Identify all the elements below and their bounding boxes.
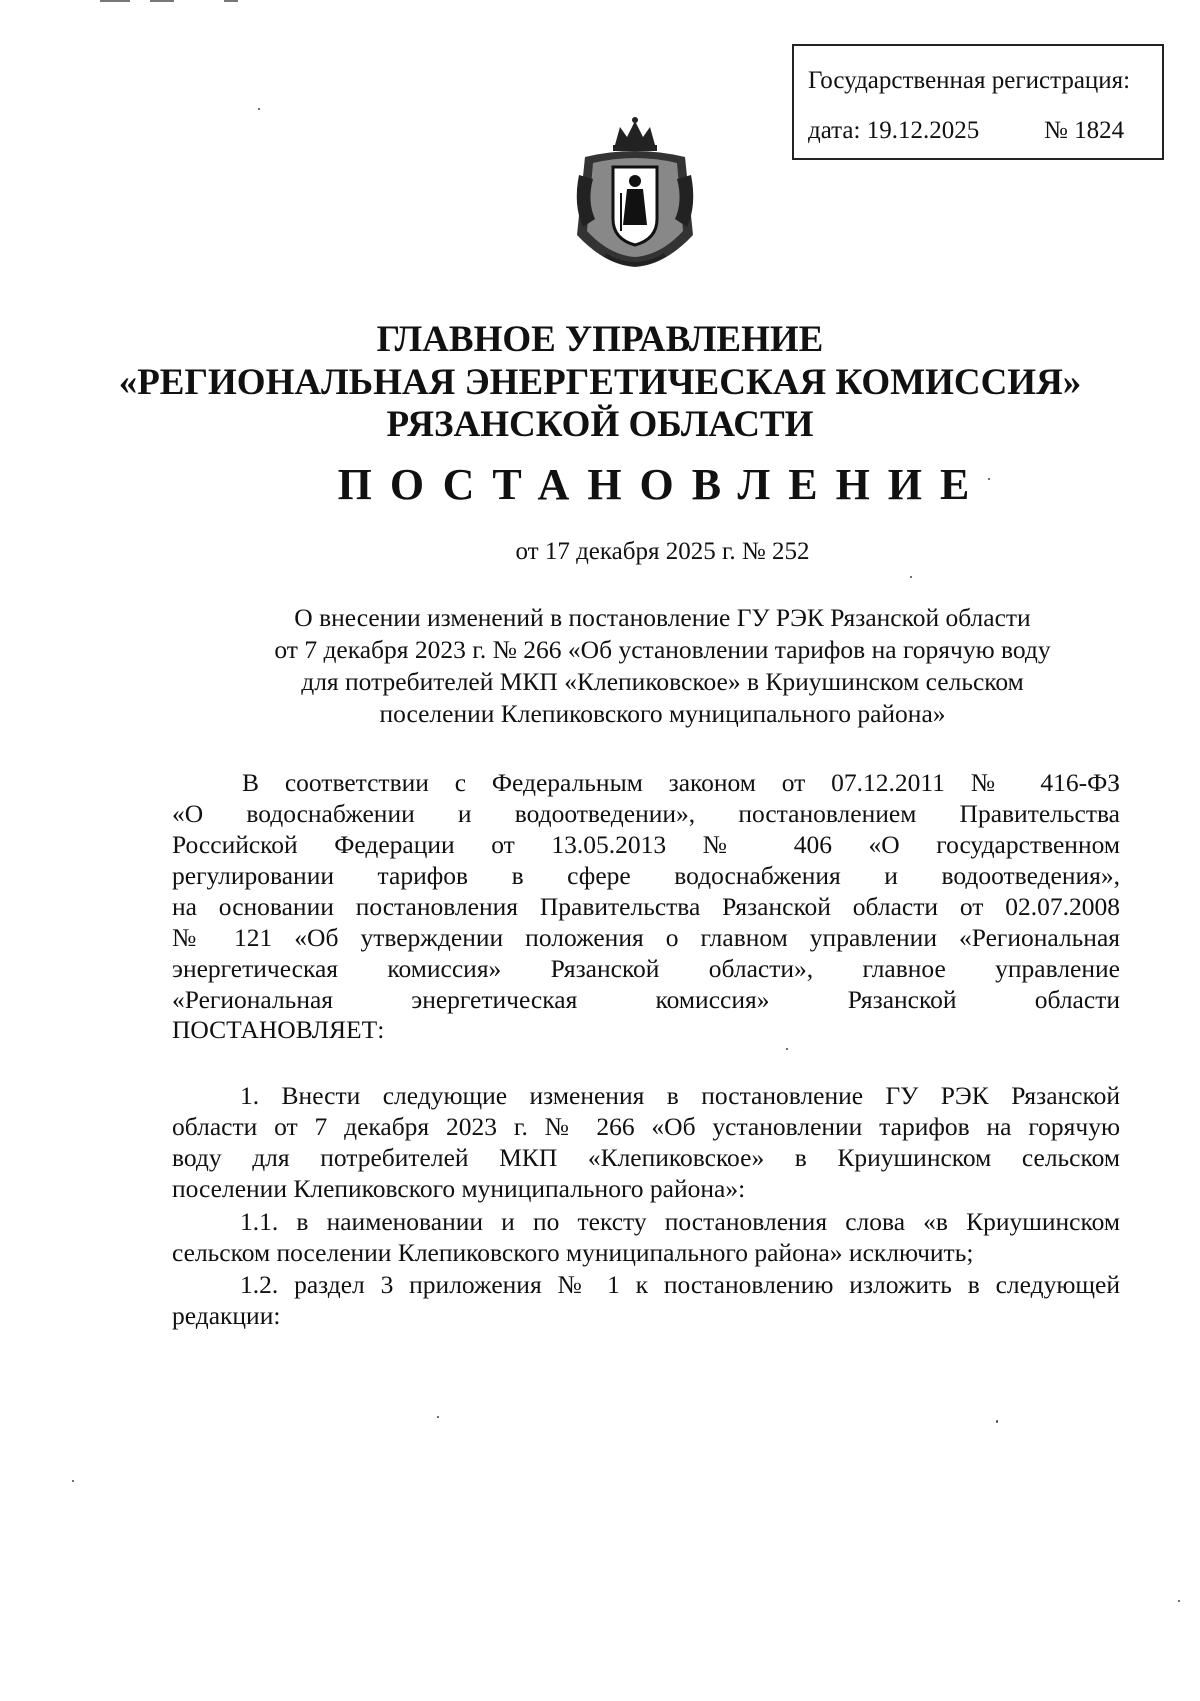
preamble-line: «О водоснабжении и водоотведении», постановлением Правительства [172,799,1120,828]
subject-line: от 7 декабря 2023 г. № 266 «Об установлении тарифов на горячую воду [274,635,1051,664]
scan-speck [988,478,990,480]
scan-speck [437,1416,439,1418]
preamble-line: регулировании тарифов в сфере водоснабжения и водоотведения», [172,861,1120,890]
decree-word: ПОСТАНОВЛЯЕТ: [172,1015,385,1044]
scan-mark [100,0,130,2]
scan-speck [258,108,260,110]
item1-line: поселении Клепиковского муниципального района»: [172,1174,746,1203]
item1-line: 1. Внести следующие изменения в постановление ГУ РЭК Рязанской [240,1081,1120,1110]
agency-heading-line3: РЯЗАНСКОЙ ОБЛАСТИ [386,404,814,445]
item1-2-line: редакции: [172,1301,281,1330]
scan-speck [996,1420,998,1423]
item1-2-line: 1.2. раздел 3 приложения № 1 к постановлению изложить в следующей [240,1270,1120,1299]
registration-date: дата: 19.12.2025 [808,117,980,144]
registration-title: Государственная регистрация: [808,67,1131,94]
agency-heading-line2: «РЕГИОНАЛЬНАЯ ЭНЕРГЕТИЧЕСКАЯ КОМИССИЯ» [118,362,1082,403]
document-type-title: ПОСТАНОВЛЕНИЕ [337,460,988,509]
scan-speck [786,1048,788,1050]
item1-1-line: сельском поселении Клепиковского муниципального района» исключить; [172,1238,974,1267]
preamble-line: «Региональная энергетическая комиссия» Рязанской области [172,985,1120,1014]
preamble-line: на основании постановления Правительства Рязанской области от 02.07.2008 [172,892,1120,921]
agency-heading-line1: ГЛАВНОЕ УПРАВЛЕНИЕ [376,319,824,360]
scan-speck [910,576,912,578]
item1-1-line: 1.1. в наименовании и по тексту постановления слова «в Криушинском [240,1207,1120,1236]
document-date-number: от 17 декабря 2025 г. № 252 [515,538,810,565]
preamble-line: В соответствии с Федеральным законом от 07.12.2011 № 416-ФЗ [242,768,1120,797]
preamble-line: энергетическая комиссия» Рязанской области», главное управление [172,954,1120,983]
registration-number: № 1824 [1044,117,1125,144]
scan-speck [72,1480,74,1482]
preamble-line: Российской Федерации от 13.05.2013 № 406 «О государственном [172,830,1120,859]
subject-line: поселении Клепиковского муниципального района» [379,699,946,728]
scan-speck [1178,1600,1180,1602]
subject-line: для потребителей МКП «Клепиковское» в Криушинском сельском [301,667,1024,696]
item1-line: области от 7 декабря 2023 г. № 266 «Об установлении тарифов на горячую [172,1112,1120,1141]
scan-mark [150,0,174,2]
scan-mark [224,0,238,2]
subject-line: О внесении изменений в постановление ГУ РЭК Рязанской области [294,603,1031,632]
registration-stamp [792,44,1164,160]
ryazan-coat-of-arms-icon [565,115,705,275]
item1-line: воду для потребителей МКП «Клепиковское» в Криушинском сельском [172,1143,1120,1172]
preamble-line: № 121 «Об утверждении положения о главном управлении «Региональная [172,923,1120,952]
